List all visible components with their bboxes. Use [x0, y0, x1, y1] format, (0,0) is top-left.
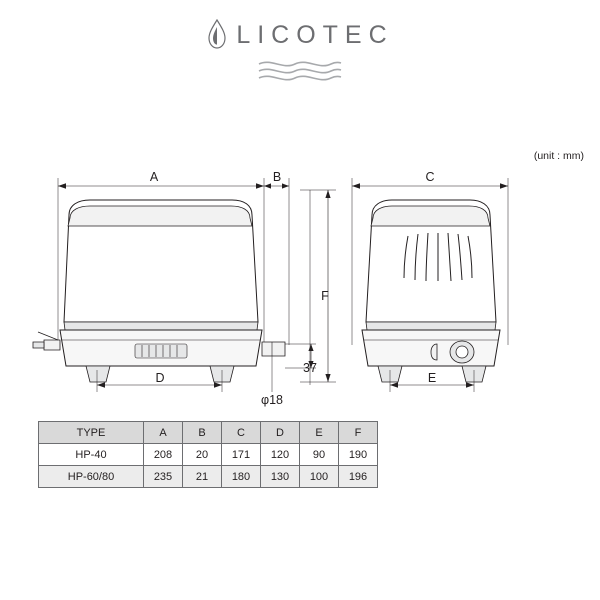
- row-value-e: 90: [300, 444, 339, 466]
- dim-label-C: C: [425, 170, 435, 184]
- table-header-e: E: [300, 422, 339, 444]
- table-header-row: [39, 422, 378, 444]
- row-value-f: 190: [339, 444, 378, 466]
- row-value-a: 235: [144, 466, 183, 488]
- dim-label-F: F: [321, 289, 329, 303]
- row-type: HP-40: [39, 444, 144, 466]
- dim-label-phi18: φ18: [260, 393, 284, 407]
- dim-label-A: A: [149, 170, 159, 184]
- row-value-c: 180: [222, 466, 261, 488]
- row-value-a: 208: [144, 444, 183, 466]
- dim-label-D: D: [155, 371, 165, 385]
- row-value-d: 130: [261, 466, 300, 488]
- unit-note: (unit : mm): [533, 150, 584, 162]
- table-header-d: D: [261, 422, 300, 444]
- logo-wordmark: LICOTEC: [236, 20, 394, 49]
- specification-table: [38, 421, 378, 488]
- row-value-d: 120: [261, 444, 300, 466]
- table-row: [39, 466, 378, 488]
- table-header-a: A: [144, 422, 183, 444]
- side-view-drawing: [33, 178, 316, 392]
- dim-label-37: 37: [303, 361, 317, 375]
- row-value-b: 21: [183, 466, 222, 488]
- table-header-type: TYPE: [39, 422, 144, 444]
- table-header-c: C: [222, 422, 261, 444]
- front-view-drawing: [352, 178, 508, 392]
- row-value-f: 196: [339, 466, 378, 488]
- dim-label-B: B: [272, 170, 282, 184]
- row-value-b: 20: [183, 444, 222, 466]
- dim-label-E: E: [427, 371, 437, 385]
- table-header-b: B: [183, 422, 222, 444]
- row-type: HP-60/80: [39, 466, 144, 488]
- row-value-c: 171: [222, 444, 261, 466]
- table-header-f: F: [339, 422, 378, 444]
- f-dimension: [300, 190, 336, 382]
- row-value-e: 100: [300, 466, 339, 488]
- table-row: [39, 444, 378, 466]
